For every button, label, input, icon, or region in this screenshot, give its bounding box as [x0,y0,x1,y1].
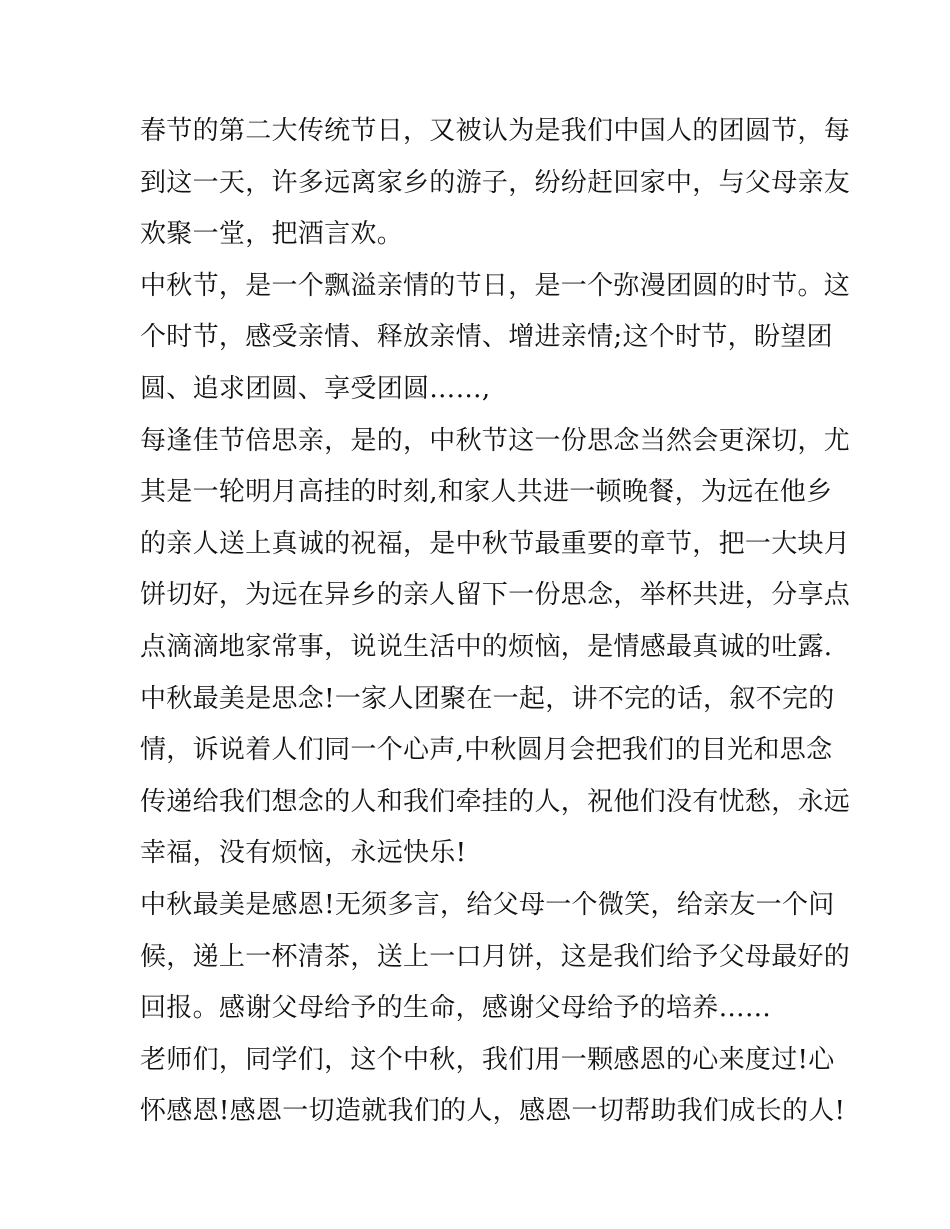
text-line: 传递给我们想念的人和我们牵挂的人，祝他们没有忧愁，永远 [140,786,851,817]
text-line: 其是一轮明月高挂的时刻,和家人共进一顿晚餐，为远在他乡 [140,477,833,508]
text-line: 中秋最美是感恩!无须多言，给父母一个微笑，给亲友一个问 [140,889,835,920]
text-line: 到这一天，许多远离家乡的游子，纷纷赶回家中，与父母亲友 [140,167,851,198]
text-line: 欢聚一堂，把酒言欢。 [140,219,404,250]
text-line: 怀感恩!感恩一切造就我们的人，感恩一切帮助我们成长的人! [140,1096,846,1127]
text-line: 老师们，同学们，这个中秋，我们用一颗感恩的心来度过!心 [140,1044,835,1075]
text-line: 候，递上一杯清茶，送上一口月饼，这是我们给予父母最好的 [140,941,851,972]
text-line: 个时节，感受亲情、释放亲情、增进亲情;这个时节，盼望团 [140,322,833,353]
text-line: 回报。感谢父母给予的生命，感谢父母给予的培养…… [140,993,772,1024]
text-line: 每逢佳节倍思亲，是的，中秋节这一份思念当然会更深切，尤 [140,425,851,456]
text-line: 中秋最美是思念!一家人团聚在一起，讲不完的话，叙不完的 [140,683,835,714]
text-line: 幸福，没有烦恼，永远快乐! [140,838,467,869]
text-line: 中秋节，是一个飘溢亲情的节日，是一个弥漫团圆的时节。这 [140,270,851,301]
text-line: 春节的第二大传统节日，又被认为是我们中国人的团圆节，每 [140,116,851,146]
text-line: 圆、追求团圆、享受团圆……, [140,373,491,404]
text-line: 点滴滴地家常事，说说生活中的烦恼，是情感最真诚的吐露. [140,631,833,662]
text-line: 情，诉说着人们同一个心声,中秋圆月会把我们的目光和思念 [140,735,833,766]
document-body [140,106,851,1138]
text-line: 饼切好，为远在异乡的亲人留下一份思念，举杯共进，分享点 [140,580,851,611]
text-line: 的亲人送上真诚的祝福，是中秋节最重要的章节，把一大块月 [140,528,851,559]
